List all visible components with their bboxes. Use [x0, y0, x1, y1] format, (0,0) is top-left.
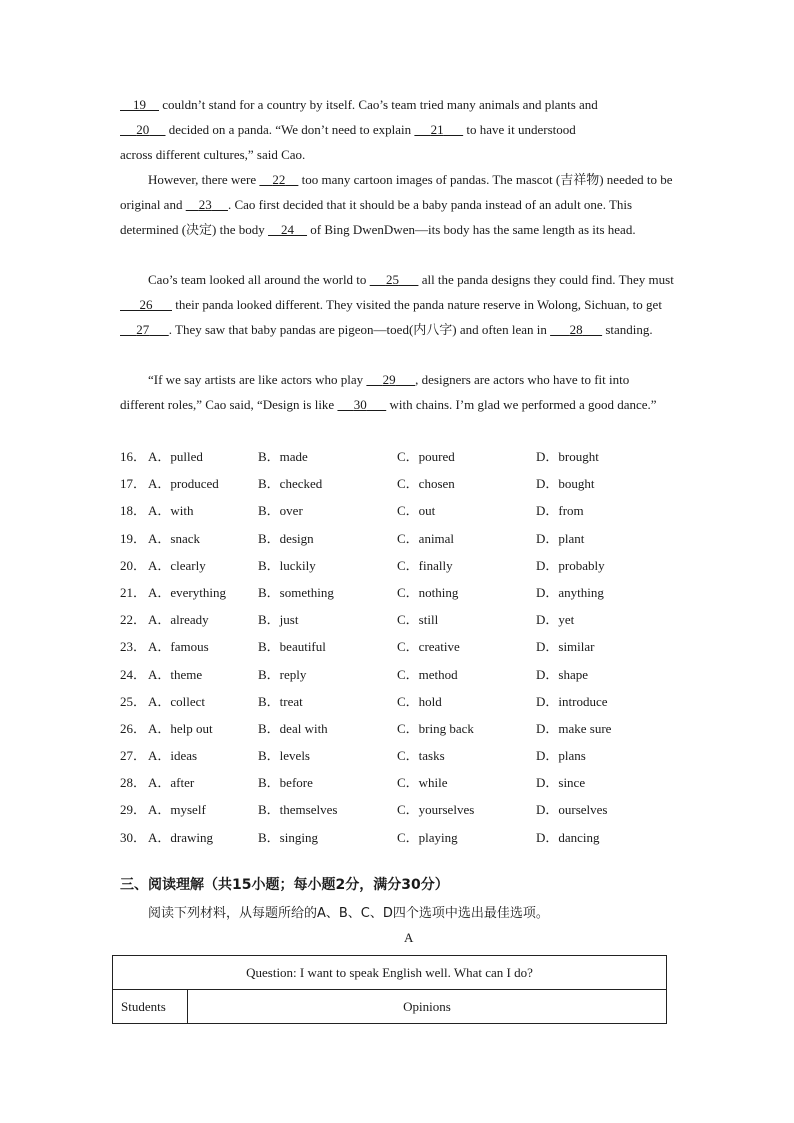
table-header-students: Students — [113, 990, 188, 1024]
option-row-20 — [120, 551, 680, 578]
passage-line — [120, 92, 675, 117]
option-b: B．checked — [258, 476, 323, 492]
option-row-18 — [120, 496, 680, 523]
option-d: D．probably — [536, 557, 605, 573]
section-title: 三、阅读理解（共15小题；每小题2分，满分30分） — [120, 877, 449, 893]
question-number: 20． — [120, 557, 147, 573]
option-c: C．still — [397, 612, 439, 628]
option-d: D．introduce — [536, 693, 608, 709]
option-row-21 — [120, 578, 680, 605]
option-a: A．pulled — [148, 449, 203, 464]
option-row-16 — [120, 442, 680, 469]
option-row-23 — [120, 632, 680, 659]
option-d: D．plant — [536, 530, 585, 546]
option-row-26 — [120, 714, 680, 741]
question-number: 21． — [120, 584, 147, 600]
option-b: B．luckily — [258, 557, 316, 573]
passage-text: However, there were — [148, 172, 260, 187]
passage-text: with chains. I’m glad we performed a good dance.” — [386, 397, 657, 412]
blank-21: 21 — [430, 122, 444, 137]
blank-30: 30 — [353, 397, 367, 412]
option-c: C．poured — [397, 449, 455, 464]
option-c: C．bring back — [397, 720, 474, 736]
option-c: C．tasks — [397, 748, 445, 764]
option-c: C．creative — [397, 639, 460, 655]
option-b: B．beautiful — [258, 639, 326, 655]
option-d: D．anything — [536, 584, 604, 600]
option-a: A．everything — [148, 584, 226, 600]
passage-text: decided on a panda. “We don’t need to explain — [165, 122, 415, 137]
passage-text: couldn’t stand for a country by itself. Cao’s team tried many animals and plants and — [159, 97, 598, 112]
question-number: 26． — [120, 720, 147, 736]
option-b: B．singing — [258, 829, 318, 845]
passage-text: all the panda designs they could find. They must — [418, 272, 674, 287]
table-row — [113, 990, 667, 1024]
passage-paragraph-2 — [120, 167, 675, 242]
passage-paragraph-1 — [120, 92, 675, 167]
blank-19: 19 — [133, 97, 146, 112]
option-c: C．playing — [397, 829, 458, 845]
option-a: A．clearly — [148, 557, 206, 573]
option-c: C．animal — [397, 530, 455, 546]
option-d: D．yet — [536, 612, 575, 628]
blank-28: 28 — [569, 322, 583, 337]
blank-29: 29 — [382, 372, 396, 387]
question-number: 30． — [120, 829, 147, 845]
question-number: 29． — [120, 802, 147, 818]
option-row-17 — [120, 469, 680, 496]
option-b: B．treat — [258, 693, 303, 709]
passage-line: across different cultures,” said Cao. — [120, 147, 306, 162]
passage-text: standing. — [602, 322, 653, 337]
option-d: D．plans — [536, 748, 586, 764]
option-a: A．help out — [148, 720, 213, 736]
table-row — [113, 956, 667, 990]
question-number: 23． — [120, 639, 147, 655]
option-row-27 — [120, 741, 680, 768]
option-a: A．after — [148, 775, 195, 791]
passage-text: of Bing DwenDwen—its body has the same length as its head. — [307, 222, 636, 237]
options-list — [120, 442, 680, 850]
blank-23: 23 — [198, 197, 212, 212]
opinion-table — [112, 955, 667, 1024]
question-number: 18． — [120, 503, 147, 519]
option-a: A．produced — [148, 476, 219, 492]
blank-20: 20 — [136, 122, 150, 137]
option-b: B．design — [258, 530, 314, 546]
option-c: C．yourselves — [397, 802, 475, 818]
option-d: D．shape — [536, 666, 588, 682]
passage-text: , designers are actors who have to fit into different roles,” Cao said, “Design is like — [120, 372, 630, 412]
question-number: 22． — [120, 612, 147, 628]
question-number: 24． — [120, 666, 147, 682]
option-a: A．myself — [148, 802, 206, 818]
blank-24: 24 — [281, 222, 295, 237]
passage-text: their panda looked different. They visited the panda nature reserve in Wolong, Sichuan, to get — [172, 297, 662, 312]
option-d: D．similar — [536, 639, 595, 655]
option-b: B．over — [258, 503, 303, 519]
passage-label: A — [404, 930, 414, 945]
passage-text: . They saw that baby pandas are pigeon—toed(内八字) and often lean in — [168, 322, 551, 337]
option-a: A．ideas — [148, 748, 198, 764]
option-d: D．bought — [536, 476, 595, 492]
option-row-25 — [120, 687, 680, 714]
option-d: D．brought — [536, 449, 599, 464]
option-a: A．drawing — [148, 829, 213, 845]
option-b: B．made — [258, 449, 308, 464]
option-d: D．make sure — [536, 720, 612, 736]
passage-text: Cao’s team looked all around the world to — [148, 272, 370, 287]
option-c: C．chosen — [397, 476, 455, 492]
passage-line — [120, 117, 675, 142]
question-number: 28． — [120, 775, 147, 791]
passage-paragraph-4 — [120, 367, 675, 417]
option-row-24 — [120, 660, 680, 687]
option-b: B．just — [258, 612, 299, 628]
table-question-cell: Question: I want to speak English well. What can I do? — [113, 956, 667, 990]
option-row-19 — [120, 524, 680, 551]
option-a: A．with — [148, 503, 194, 519]
option-b: B．something — [258, 584, 334, 600]
option-d: D．from — [536, 503, 584, 519]
passage-text: “If we say artists are like actors who play — [148, 372, 367, 387]
option-row-22 — [120, 605, 680, 632]
option-d: D．ourselves — [536, 802, 608, 818]
passage-text: too many cartoon images of pandas. The mascot (吉祥物) needed to be original and — [120, 172, 673, 212]
option-c: C．hold — [397, 693, 442, 709]
option-c: C．method — [397, 666, 458, 682]
question-number: 17． — [120, 476, 147, 492]
option-b: B．levels — [258, 748, 310, 764]
passage-paragraph-3 — [120, 267, 675, 342]
option-c: C．nothing — [397, 584, 459, 600]
option-a: A．snack — [148, 530, 200, 546]
blank-25: 25 — [385, 272, 399, 287]
blank-22: 22 — [272, 172, 286, 187]
question-number: 16． — [120, 449, 147, 464]
option-c: C．out — [397, 503, 436, 519]
option-a: A．famous — [148, 639, 209, 655]
option-b: B．deal with — [258, 720, 328, 736]
option-b: B．reply — [258, 666, 307, 682]
option-b: B．before — [258, 775, 313, 791]
option-d: D．since — [536, 775, 586, 791]
table-header-opinions: Opinions — [188, 990, 667, 1024]
option-c: C．finally — [397, 557, 453, 573]
question-number: 25． — [120, 693, 147, 709]
option-b: B．themselves — [258, 802, 338, 818]
option-c: C．while — [397, 775, 448, 791]
option-a: A．already — [148, 612, 209, 628]
passage-text: . Cao first decided that it should be a baby panda instead of an adult one. This determined (决定) the body — [120, 197, 633, 237]
blank-26: 26 — [139, 297, 153, 312]
blank-27: 27 — [136, 322, 150, 337]
option-a: A．theme — [148, 666, 203, 682]
passage-text: to have it understood — [463, 122, 576, 137]
section-instruction: 阅读下列材料，从每题所给的A、B、C、D四个选项中选出最佳选项。 — [148, 906, 549, 921]
question-number: 19． — [120, 530, 147, 546]
option-row-30 — [120, 823, 680, 850]
question-number: 27． — [120, 748, 147, 764]
option-d: D．dancing — [536, 829, 600, 845]
option-a: A．collect — [148, 693, 206, 709]
option-row-28 — [120, 768, 680, 795]
option-row-29 — [120, 795, 680, 822]
